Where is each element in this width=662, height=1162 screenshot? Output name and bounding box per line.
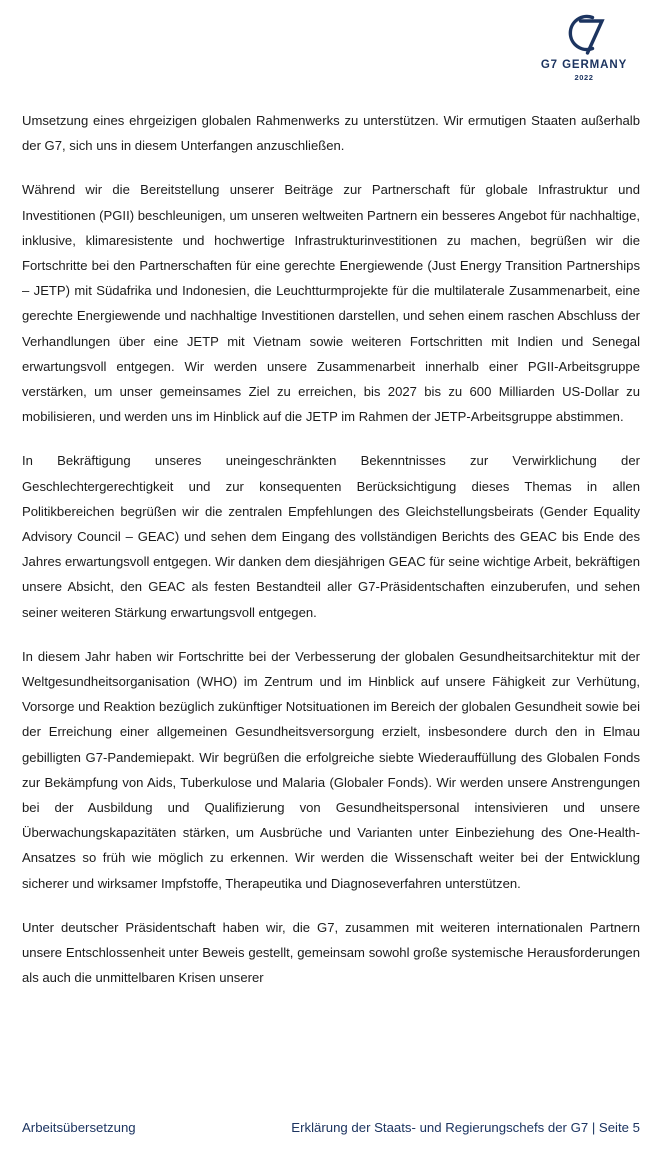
document-body — [22, 108, 640, 991]
page-footer — [22, 1120, 640, 1142]
logo-year: 2022 — [574, 72, 594, 82]
body-paragraph: Unter deutscher Präsidentschaft haben wir, die G7, zusammen mit weiteren internationalen Partnern unsere Entschlossenheit unter Beweis gestellt, gemeinsam sowohl große systemische Herausforderungen als auch die unmittelbaren Krisen unserer — [22, 919, 640, 986]
footer-translation-note: Arbeitsübersetzung — [22, 1120, 136, 1135]
g7-monogram-icon — [532, 8, 636, 58]
body-paragraph: Während wir die Bereitstellung unserer Beiträge zur Partnerschaft für globale Infrastruktur und Investitionen (PGII) beschleunigen, um unseren weltweiten Partnern ein besseres Angebot für nachhaltige, inklusive, klimaresistente und hochwertige Infrastrukturinvestitionen zu machen, begrüßen wir die Fortschritte bei den Partnerschaften für eine gerechte Energiewende (Just Energy Transition Partnerships – JETP) mit Südafrika und Indonesien, die Leuchtturmprojekte für die multilaterale Zusammenarbeit, eine gerechte Energiewende und nachhaltige Investitionen darstellen, und sehen einem raschen Abschluss der Verhandlungen über eine JETP mit Vietnam sowie weiteren Fortschritten mit Indien und Senegal erwartungsvoll entgegen. Wir werden unsere Zusammenarbeit innerhalb einer PGII-Arbeitsgruppe verstärken, um unser gemeinsames Ziel zu erreichen, bis 2027 bis zu 600 Milliarden US-Dollar zu mobilisieren, und werden uns im Hinblick auf die JETP im Rahmen der JETP-Arbeitsgruppe abstimmen. — [22, 182, 640, 425]
logo-wordmark: G7 GERMANY — [540, 59, 628, 71]
body-paragraph: In Bekräftigung unseres uneingeschränkten Bekenntnisses zur Verwirklichung der Geschlechtergerechtigkeit und zur konsequenten Berücksichtigung dieses Themas in allen Politikbereichen begrüßen wir die zentralen Empfehlungen des Gleichstellungsbeirats (Gender Equality Advisory Council – GEAC) und sehen dem Eingang des vollständigen Berichts des GEAC bis Ende des Jahres erwartungsvoll entgegen. Wir danken dem diesjährigen GEAC für seine wichtige Arbeit, bekräftigen unsere Absicht, den GEAC als festen Bestandteil aller G7-Präsidentschaften einzuberufen, und sehen seiner weiteren Stärkung erwartungsvoll entgegen. — [22, 453, 640, 620]
g7-germany-logo — [532, 8, 636, 81]
body-paragraph: Umsetzung eines ehrgeizigen globalen Rahmenwerks zu unterstützen. Wir ermutigen Staaten außerhalb der G7, sich uns in diesem Unterfangen anzuschließen. — [22, 113, 640, 154]
body-paragraph: In diesem Jahr haben wir Fortschritte bei der Verbesserung der globalen Gesundheitsarchitektur mit der Weltgesundheitsorganisation (WHO) im Zentrum und im Hinblick auf unsere Fähigkeit zur Verhütung, Vorsorge und Reaktion bezüglich zukünftiger Notsituationen im Bereich der globalen Gesundheit sowie bei der Erreichung einer allgemeinen Gesundheitsversorgung erzielt, insbesondere durch den in Elmau gebilligten G7-Pandemiepakt. Wir begrüßen die erfolgreiche siebte Wiederauffüllung des Globalen Fonds zur Bekämpfung von Aids, Tuberkulose und Malaria (Globaler Fonds). Wir werden unsere Anstrengungen bei der Ausbildung und Qualifizierung von Gesundheitspersonal intensivieren und unsere Überwachungskapazitäten stärken, um Ausbrüche und Varianten unter Einbeziehung des One-Health-Ansatzes so früh wie möglich zu erkennen. Wir werden die Wissenschaft weiter bei der Entwicklung sicherer und wirksamer Impfstoffe, Therapeutika und Diagnoseverfahren unterstützen. — [22, 648, 640, 891]
footer-title-and-page: Erklärung der Staats- und Regierungschefs der G7 | Seite 5 — [291, 1120, 640, 1135]
page-header — [0, 0, 662, 100]
